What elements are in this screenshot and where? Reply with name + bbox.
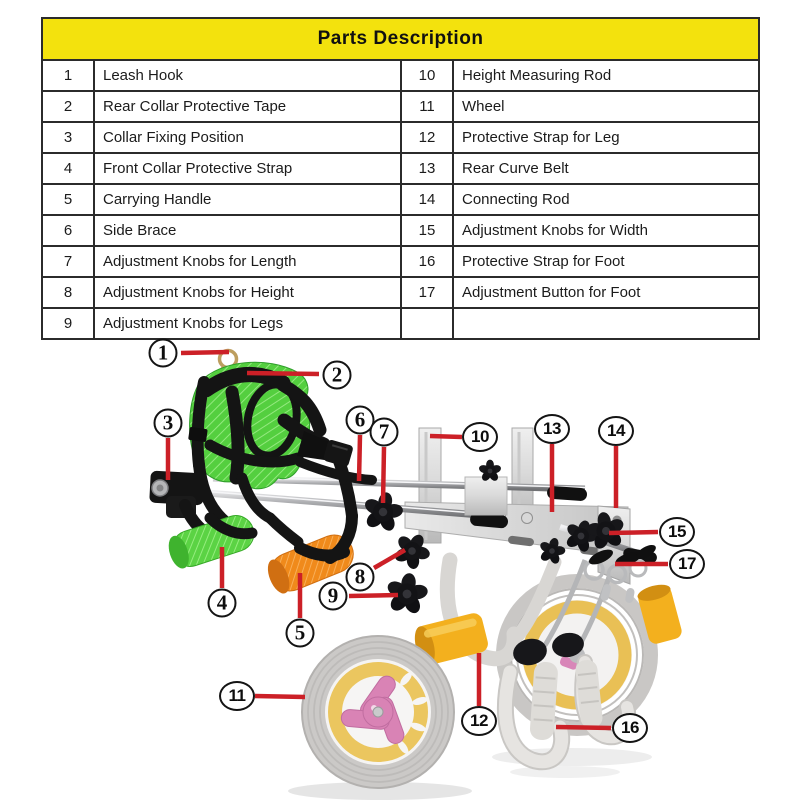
callout-7: 7: [370, 418, 399, 447]
table-row: [42, 184, 759, 215]
callout-12: 12: [461, 706, 497, 736]
part-name-cell: [453, 308, 759, 339]
part-name-cell: Leash Hook: [94, 60, 401, 91]
callout-5: 5: [286, 619, 315, 648]
part-number-cell: 8: [42, 277, 94, 308]
callout-11: 11: [219, 681, 255, 711]
length-knob: [358, 488, 408, 536]
callout-10: 10: [462, 422, 498, 452]
part-number-cell: 12: [401, 122, 453, 153]
part-name-cell: Height Measuring Rod: [453, 60, 759, 91]
callout-4: 4: [208, 589, 237, 618]
table-row: [42, 153, 759, 184]
part-name-cell: Adjustment Knobs for Width: [453, 215, 759, 246]
callout-2: 2: [323, 361, 352, 390]
part-number-cell: 14: [401, 184, 453, 215]
part-number-cell: 6: [42, 215, 94, 246]
part-name-cell: Adjustment Button for Foot: [453, 277, 759, 308]
part-number-cell: 9: [42, 308, 94, 339]
part-name-cell: Adjustment Knobs for Legs: [94, 308, 401, 339]
part-number-cell: 2: [42, 91, 94, 122]
rod-clamp-block: [465, 477, 507, 515]
part-name-cell: Protective Strap for Foot: [453, 246, 759, 277]
callout-6: 6: [346, 406, 375, 435]
callout-15: 15: [659, 517, 695, 547]
part-name-cell: Wheel: [453, 91, 759, 122]
part-number-cell: 15: [401, 215, 453, 246]
table-row: [42, 91, 759, 122]
part-number-cell: 16: [401, 246, 453, 277]
callout-1: 1: [149, 339, 178, 368]
table-row: [42, 308, 759, 339]
wheel-left: [302, 636, 454, 788]
part-number-cell: 17: [401, 277, 453, 308]
part-number-cell: 13: [401, 153, 453, 184]
table-row: [42, 122, 759, 153]
table-row: [42, 215, 759, 246]
part-number-cell: 4: [42, 153, 94, 184]
callout-9: 9: [319, 582, 348, 611]
part-number-cell: 11: [401, 91, 453, 122]
part-number-cell: 7: [42, 246, 94, 277]
table-row: [42, 277, 759, 308]
part-name-cell: Rear Curve Belt: [453, 153, 759, 184]
table-row: [42, 60, 759, 91]
part-number-cell: 1: [42, 60, 94, 91]
part-name-cell: Side Brace: [94, 215, 401, 246]
part-name-cell: Connecting Rod: [453, 184, 759, 215]
part-name-cell: Front Collar Protective Strap: [94, 153, 401, 184]
table-header-row: [42, 18, 759, 60]
part-number-cell: 10: [401, 60, 453, 91]
part-name-cell: Adjustment Knobs for Length: [94, 246, 401, 277]
part-name-cell: Adjustment Knobs for Height: [94, 277, 401, 308]
callout-16: 16: [612, 713, 648, 743]
callout-17: 17: [669, 549, 705, 579]
part-number-cell: 3: [42, 122, 94, 153]
part-number-cell: [401, 308, 453, 339]
page-title: Parts Description: [42, 18, 759, 60]
parts-table: [41, 17, 760, 340]
callout-14: 14: [598, 416, 634, 446]
part-number-cell: 5: [42, 184, 94, 215]
table-row: [42, 246, 759, 277]
callout-8: 8: [346, 563, 375, 592]
part-name-cell: Protective Strap for Leg: [453, 122, 759, 153]
part-name-cell: Carrying Handle: [94, 184, 401, 215]
part-name-cell: Rear Collar Protective Tape: [94, 91, 401, 122]
callout-3: 3: [154, 409, 183, 438]
legs-knob: [382, 570, 432, 618]
part-name-cell: Collar Fixing Position: [94, 122, 401, 153]
callout-13: 13: [534, 414, 570, 444]
